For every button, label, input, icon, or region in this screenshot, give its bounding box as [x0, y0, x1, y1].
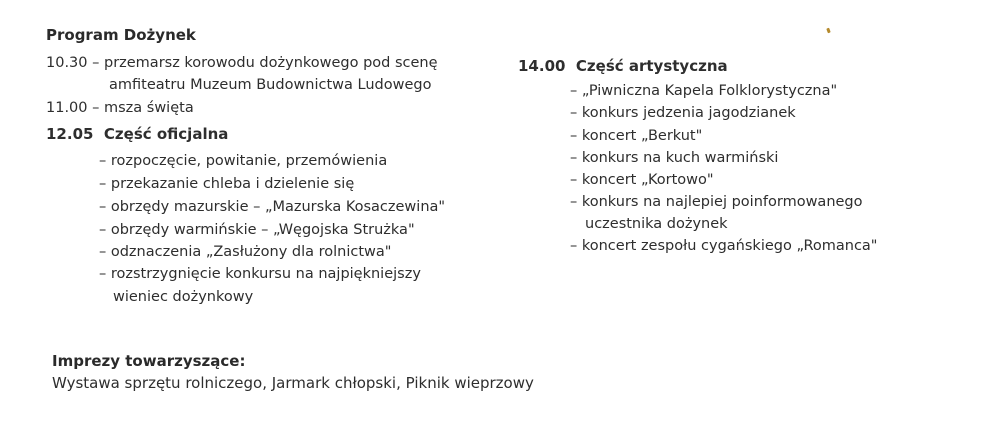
list-item: – obrzędy warmińskie – „Węgojska Strużka" [99, 222, 415, 238]
accompanying-title: Imprezy towarzyszące: [52, 352, 246, 370]
item-text: – przemarsz korowodu dożynkowego pod scenę [92, 55, 438, 71]
section-label: Część oficjalna [103, 125, 229, 143]
document-title: Program Dożynek [46, 26, 196, 44]
list-item: – koncert zespołu cygańskiego „Romanca" [570, 238, 878, 254]
time-label: 10.30 [46, 55, 88, 71]
list-item: – rozstrzygnięcie konkursu na najpiękniejszy [99, 266, 421, 282]
schedule-item-continuation [109, 74, 431, 96]
list-item: – „Piwniczna Kapela Folklorystyczna" [570, 83, 838, 99]
list-item: – konkurs jedzenia jagodzianek [570, 105, 796, 121]
list-item: – konkurs na najlepiej poinformowanego [570, 194, 863, 210]
list-item: – koncert „Kortowo" [570, 172, 714, 188]
list-item: – przekazanie chleba i dzielenie się [99, 176, 355, 192]
list-item: – rozpoczęcie, powitanie, przemówienia [99, 153, 388, 169]
section-time: 12.05 [46, 125, 94, 143]
item-text: – msza święta [92, 100, 194, 116]
schedule-item-1030 [46, 52, 438, 74]
time-label: 11.00 [46, 100, 88, 116]
section-label: Część artystyczna [575, 57, 728, 75]
item-text: amfiteatru Muzeum Budownictwa Ludowego [109, 77, 432, 93]
list-item: – koncert „Berkut" [570, 128, 703, 144]
list-item-continuation: uczestnika dożynek [585, 216, 728, 232]
print-speck [826, 28, 831, 34]
section-heading-artistic [518, 55, 728, 77]
list-item-continuation: wieniec dożynkowy [113, 289, 254, 305]
list-item: – odznaczenia „Zasłużony dla rolnictwa" [99, 244, 392, 260]
section-time: 14.00 [518, 57, 566, 75]
list-item: – konkurs na kuch warmiński [570, 150, 779, 166]
accompanying-text: Wystawa sprzętu rolniczego, Jarmark chłopski, Piknik wieprzowy [52, 374, 534, 392]
list-item: – obrzędy mazurskie – „Mazurska Kosaczewina" [99, 199, 446, 215]
section-heading-official [46, 123, 228, 145]
schedule-item-1100 [46, 97, 194, 119]
